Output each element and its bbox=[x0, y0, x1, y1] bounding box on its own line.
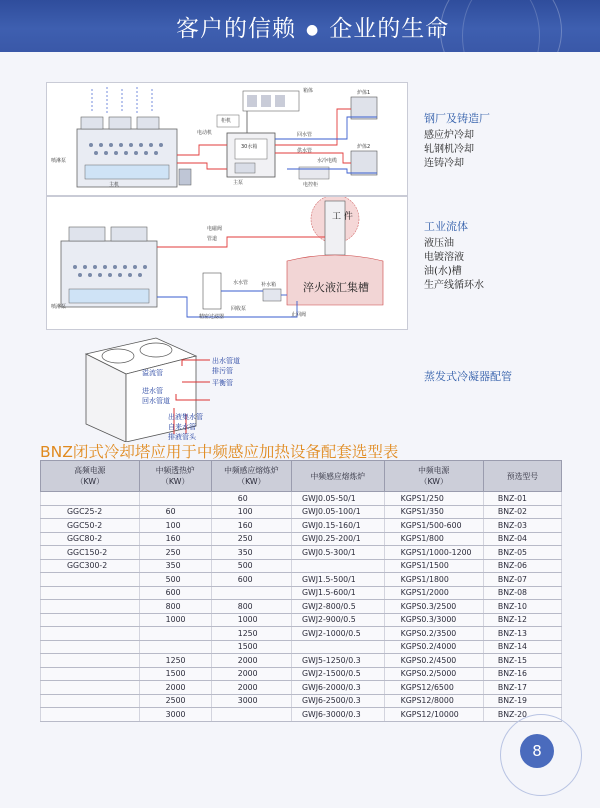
table-cell bbox=[41, 586, 140, 600]
label-pre-motor: 电动机 bbox=[197, 130, 213, 136]
table-cell: 2000 bbox=[211, 654, 291, 668]
globe-meridian-icon bbox=[462, 0, 540, 52]
table-cell: GWJ0.05-50/1 bbox=[291, 492, 384, 506]
label-solenoid: 电磁阀 bbox=[207, 226, 223, 232]
table-row bbox=[41, 559, 562, 573]
table-cell: BNZ-10 bbox=[483, 600, 561, 614]
table-row bbox=[41, 532, 562, 546]
table-row bbox=[41, 573, 562, 587]
table-cell: KGPS1/1800 bbox=[384, 573, 483, 587]
table-cell: BNZ-14 bbox=[483, 640, 561, 654]
table-row bbox=[41, 667, 562, 681]
diagram-condenser-piping bbox=[46, 330, 256, 442]
table-cell bbox=[41, 694, 140, 708]
table-cell: BNZ-05 bbox=[483, 546, 561, 560]
table-cell: KGPS12/8000 bbox=[384, 694, 483, 708]
table-header-row bbox=[41, 461, 562, 492]
app-item-fluid-1: 液压油 bbox=[424, 238, 454, 249]
diagram-furnace-cooling bbox=[46, 82, 408, 196]
table-cell: GWJ6-2000/0.3 bbox=[291, 681, 384, 695]
table-cell: GWJ6-2500/0.3 bbox=[291, 694, 384, 708]
label-spray: 喷淋泵 bbox=[51, 304, 67, 310]
label-check-valve: 止回阀 bbox=[291, 312, 307, 318]
table-cell: KGPS1/2000 bbox=[384, 586, 483, 600]
col-header-mf-melting-kw: 中频感应熔炼炉 （KW） bbox=[211, 461, 291, 492]
table-cell: 100 bbox=[211, 505, 291, 519]
diagram-furnace-svg bbox=[47, 83, 407, 195]
table-cell: GWJ0.15-160/1 bbox=[291, 519, 384, 533]
table-cell: 160 bbox=[139, 532, 211, 546]
table-cell: GWJ1.5-500/1 bbox=[291, 573, 384, 587]
label-box: 箱体 bbox=[303, 88, 314, 94]
label-water-pipe: 水水管 bbox=[233, 280, 249, 286]
table-row bbox=[41, 586, 562, 600]
table-cell bbox=[41, 681, 140, 695]
table-cell: GWJ2-800/0.5 bbox=[291, 600, 384, 614]
header-band bbox=[0, 0, 600, 52]
bullet-dot-icon: ● bbox=[306, 21, 320, 38]
table-cell: KGPS1/1000-1200 bbox=[384, 546, 483, 560]
table-cell: GWJ1.5-600/1 bbox=[291, 586, 384, 600]
table-cell bbox=[139, 492, 211, 506]
app-item-fluid-2: 电镀溶液 bbox=[424, 252, 464, 263]
table-cell bbox=[41, 492, 140, 506]
table-cell: KGPS0.3/2500 bbox=[384, 600, 483, 614]
table-cell: BNZ-15 bbox=[483, 654, 561, 668]
label-furnace-2: 炉体2 bbox=[357, 144, 371, 150]
table-cell bbox=[139, 627, 211, 641]
label-water-cable: 水冷电缆 bbox=[317, 158, 338, 164]
table-cell: BNZ-02 bbox=[483, 505, 561, 519]
table-cell: 2500 bbox=[139, 694, 211, 708]
table-cell: BNZ-19 bbox=[483, 694, 561, 708]
table-cell bbox=[41, 600, 140, 614]
table-cell bbox=[41, 654, 140, 668]
table-row bbox=[41, 613, 562, 627]
page-number: 8 bbox=[520, 734, 554, 768]
label-workpiece: 工 件 bbox=[332, 212, 353, 222]
table-cell bbox=[139, 640, 211, 654]
table-cell: KGPS1/800 bbox=[384, 532, 483, 546]
table-cell: GWJ5-1250/0.3 bbox=[291, 654, 384, 668]
table-cell: 250 bbox=[211, 532, 291, 546]
diagram-industrial-fluid bbox=[46, 196, 408, 330]
table-cell: GGC150-2 bbox=[41, 546, 140, 560]
table-cell: 800 bbox=[139, 600, 211, 614]
table-cell: 800 bbox=[211, 600, 291, 614]
table-row bbox=[41, 681, 562, 695]
table-cell: KGPS12/6500 bbox=[384, 681, 483, 695]
table-cell: KGPS0.2/4000 bbox=[384, 640, 483, 654]
label-tank: 30水箱 bbox=[241, 144, 258, 150]
table-cell: 500 bbox=[211, 559, 291, 573]
table-cell: 2000 bbox=[211, 681, 291, 695]
app-heading-steel: 钢厂及铸造厂 bbox=[424, 112, 490, 125]
table-cell: GWJ6-3000/0.3 bbox=[291, 708, 384, 722]
table-cell bbox=[291, 559, 384, 573]
slogan-right: 企业的生命 bbox=[329, 16, 450, 42]
table-cell: 350 bbox=[211, 546, 291, 560]
table-row bbox=[41, 600, 562, 614]
table-cell: 1500 bbox=[139, 667, 211, 681]
label-return-pipe: 回水管 bbox=[297, 132, 313, 138]
table-cell: BNZ-01 bbox=[483, 492, 561, 506]
table-cell: KGPS0.3/3000 bbox=[384, 613, 483, 627]
table-cell: GGC25-2 bbox=[41, 505, 140, 519]
app-item-fluid-4: 生产线循环水 bbox=[424, 280, 484, 291]
table-cell bbox=[291, 640, 384, 654]
table-cell bbox=[41, 667, 140, 681]
table-cell: 100 bbox=[139, 519, 211, 533]
label-return-pipe-2: 回水管道 bbox=[142, 397, 170, 405]
table-cell: BNZ-12 bbox=[483, 613, 561, 627]
table-cell: 2000 bbox=[211, 667, 291, 681]
label-pipe: 管道 bbox=[207, 236, 218, 242]
label-control-cabinet: 电控柜 bbox=[303, 182, 319, 188]
label-inlet: 补水箱 bbox=[261, 282, 277, 288]
app-item-steel-2: 轧钢机冷却 bbox=[424, 144, 474, 155]
table-row bbox=[41, 492, 562, 506]
table-cell: 60 bbox=[211, 492, 291, 506]
table-cell: GGC50-2 bbox=[41, 519, 140, 533]
label-return-pump: 回收泵 bbox=[231, 306, 247, 312]
table-cell: 600 bbox=[211, 573, 291, 587]
app-heading-condenser: 蒸发式冷凝器配管 bbox=[424, 370, 512, 383]
table-row bbox=[41, 627, 562, 641]
table-cell: GWJ2-1500/0.5 bbox=[291, 667, 384, 681]
table-cell: GWJ0.05-100/1 bbox=[291, 505, 384, 519]
app-item-steel-3: 连铸冷却 bbox=[424, 158, 464, 169]
table-body bbox=[41, 492, 562, 722]
table-row bbox=[41, 654, 562, 668]
col-header-hf-power: 高频电源 （KW） bbox=[41, 461, 140, 492]
label-furnace-1: 炉体1 bbox=[357, 90, 371, 96]
table-cell: 1000 bbox=[139, 613, 211, 627]
table-cell: GWJ2-1000/0.5 bbox=[291, 627, 384, 641]
table-cell: 1250 bbox=[139, 654, 211, 668]
label-level: 平衡管 bbox=[212, 379, 233, 387]
table-cell bbox=[41, 627, 140, 641]
table-cell: BNZ-17 bbox=[483, 681, 561, 695]
col-header-model: 预选型号 bbox=[483, 461, 561, 492]
selection-table-title: BNZ闭式冷却塔应用于中频感应加热设备配套选型表 bbox=[40, 443, 399, 461]
table-cell: GGC80-2 bbox=[41, 532, 140, 546]
table-cell bbox=[41, 573, 140, 587]
label-quench-pool: 淬火液汇集槽 bbox=[303, 281, 369, 294]
label-supply-pipe: 供水管 bbox=[297, 148, 313, 154]
col-header-mf-heating: 中频透热炉 （KW） bbox=[139, 461, 211, 492]
table-cell bbox=[211, 586, 291, 600]
table-cell: 600 bbox=[139, 586, 211, 600]
table-row bbox=[41, 694, 562, 708]
table-cell: BNZ-20 bbox=[483, 708, 561, 722]
table-cell: GWJ0.25-200/1 bbox=[291, 532, 384, 546]
label-outlet: 出液集水管 bbox=[168, 413, 203, 421]
table-cell: KGPS1/1500 bbox=[384, 559, 483, 573]
app-item-steel-1: 感应炉冷却 bbox=[424, 130, 474, 141]
table-cell: BNZ-06 bbox=[483, 559, 561, 573]
table-cell: GGC300-2 bbox=[41, 559, 140, 573]
table-cell: BNZ-03 bbox=[483, 519, 561, 533]
table-cell: 350 bbox=[139, 559, 211, 573]
table-cell: 1000 bbox=[211, 613, 291, 627]
col-header-mf-power: 中频电源 （KW） bbox=[384, 461, 483, 492]
table-cell bbox=[41, 708, 140, 722]
table-cell: GWJ0.5-300/1 bbox=[291, 546, 384, 560]
table-row bbox=[41, 546, 562, 560]
table-cell bbox=[41, 613, 140, 627]
table-cell: 500 bbox=[139, 573, 211, 587]
label-drain-head: 排液管头 bbox=[168, 433, 196, 441]
table-cell bbox=[41, 640, 140, 654]
table-row bbox=[41, 519, 562, 533]
table-cell: KGPS0.2/3500 bbox=[384, 627, 483, 641]
label-spray-pump: 喷淋泵 bbox=[51, 158, 67, 164]
table-cell: 1250 bbox=[211, 627, 291, 641]
label-cabinet: 柜机 bbox=[221, 118, 232, 124]
table-cell: 3000 bbox=[211, 694, 291, 708]
header-slogan bbox=[176, 10, 449, 43]
label-main-unit: 主机 bbox=[109, 182, 120, 188]
table-cell: BNZ-16 bbox=[483, 667, 561, 681]
label-connector: 自来水管 bbox=[168, 423, 196, 431]
label-inlet-pipe: 进水管 bbox=[142, 387, 163, 395]
table-cell: KGPS1/500-600 bbox=[384, 519, 483, 533]
table-cell: 3000 bbox=[139, 708, 211, 722]
table-cell: GWJ2-900/0.5 bbox=[291, 613, 384, 627]
table-cell: 60 bbox=[139, 505, 211, 519]
table-cell: 160 bbox=[211, 519, 291, 533]
table-cell: KGPS12/10000 bbox=[384, 708, 483, 722]
col-header-mf-melting-model: 中频感应熔炼炉 bbox=[291, 461, 384, 492]
label-main-pump: 主泵 bbox=[233, 180, 244, 186]
table-cell bbox=[211, 708, 291, 722]
app-item-fluid-3: 油(水)槽 bbox=[424, 266, 462, 277]
selection-table bbox=[40, 460, 562, 722]
label-overflow: 溢流管 bbox=[142, 369, 163, 377]
table-cell: KGPS1/250 bbox=[384, 492, 483, 506]
table-cell: BNZ-04 bbox=[483, 532, 561, 546]
table-row bbox=[41, 640, 562, 654]
slogan-left: 客户的信赖 bbox=[176, 16, 296, 42]
label-drain: 排污管 bbox=[212, 367, 233, 375]
table-cell: KGPS1/350 bbox=[384, 505, 483, 519]
table-row bbox=[41, 505, 562, 519]
table-cell: BNZ-13 bbox=[483, 627, 561, 641]
table-cell: 250 bbox=[139, 546, 211, 560]
table-cell: KGPS0.2/5000 bbox=[384, 667, 483, 681]
table-cell: 2000 bbox=[139, 681, 211, 695]
label-filter: 精密过滤器 bbox=[199, 314, 225, 320]
table-cell: BNZ-07 bbox=[483, 573, 561, 587]
table-cell: 1500 bbox=[211, 640, 291, 654]
table-cell: BNZ-08 bbox=[483, 586, 561, 600]
app-heading-fluid: 工业流体 bbox=[424, 220, 468, 233]
label-top-pipe: 出水管道 bbox=[212, 357, 240, 365]
diagram-fluid-svg bbox=[47, 197, 407, 329]
table-row bbox=[41, 708, 562, 722]
table-cell: KGPS0.2/4500 bbox=[384, 654, 483, 668]
